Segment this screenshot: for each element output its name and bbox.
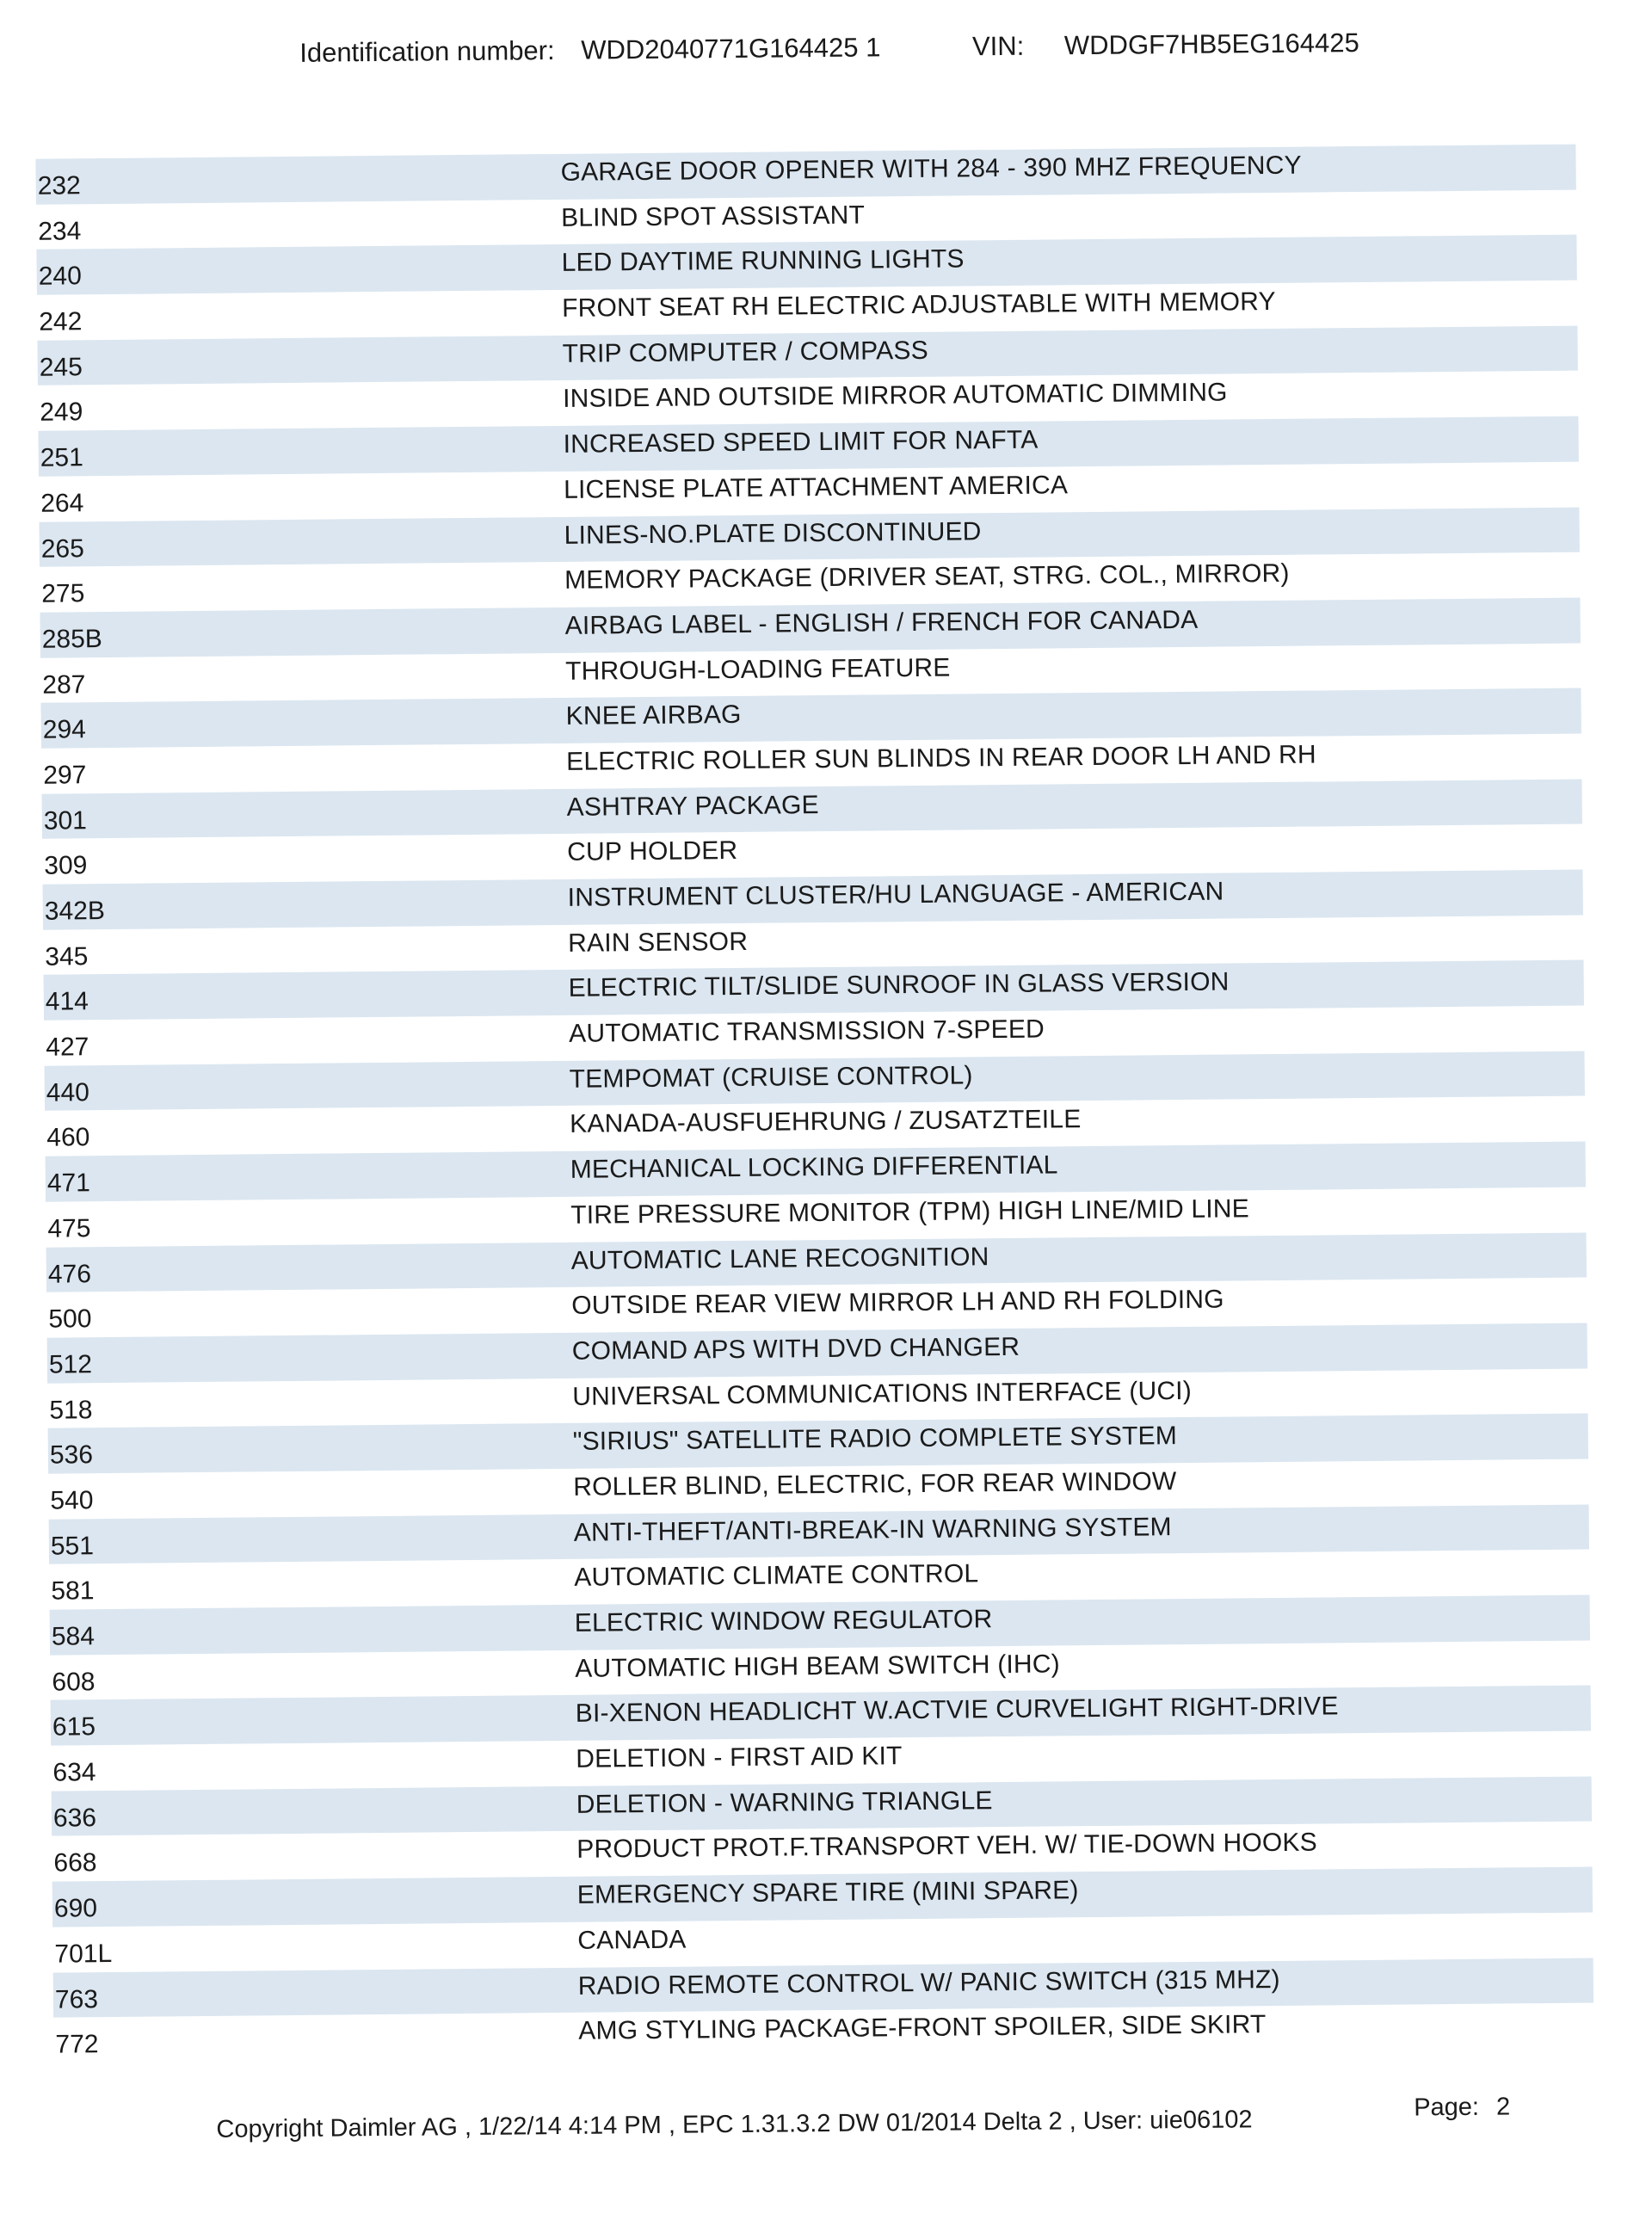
option-description: TIRE PRESSURE MONITOR (TPM) HIGH LINE/MID LINE [570,1194,1250,1230]
option-description: INSTRUMENT CLUSTER/HU LANGUAGE - AMERICAN [567,877,1224,912]
option-description: MECHANICAL LOCKING DIFFERENTIAL [570,1150,1058,1184]
option-description: TRIP COMPUTER / COMPASS [562,336,928,368]
option-description: THROUGH-LOADING FEATURE [565,653,951,686]
page-number: 2 [1495,2093,1511,2121]
option-description: EMERGENCY SPARE TIRE (MINI SPARE) [576,1876,1079,1909]
option-code: 342B [44,897,106,926]
option-description: ASHTRAY PACKAGE [566,790,819,822]
identification-number-value: WDD2040771G164425 1 [581,32,881,65]
vin-value: WDDGF7HB5EG164425 [1063,27,1359,61]
option-code: 551 [50,1531,95,1561]
option-code: 471 [46,1169,91,1198]
option-code: 285B [41,624,103,654]
option-code: 440 [46,1077,90,1107]
option-code: 475 [47,1214,91,1243]
option-description: CANADA [577,1925,687,1955]
option-code: 668 [53,1848,97,1878]
option-code: 275 [41,579,85,608]
option-code: 690 [53,1894,98,1923]
option-description: GARAGE DOOR OPENER WITH 284 - 390 MHZ FREQUENCY [560,151,1302,187]
page-label: Page: [1414,2093,1480,2122]
identification-number-label: Identification number: [299,34,555,68]
option-code: 297 [43,761,87,790]
option-description: DELETION - FIRST AID KIT [576,1742,903,1773]
option-description: INSIDE AND OUTSIDE MIRROR AUTOMATIC DIMMING [562,378,1228,414]
option-code: 232 [37,171,81,200]
option-description: ELECTRIC WINDOW REGULATOR [574,1605,993,1637]
option-description: KANADA-AUSFUEHRUNG / ZUSATZTEILE [570,1105,1082,1139]
option-code: 309 [44,851,88,881]
option-description: DELETION - WARNING TRIANGLE [576,1785,993,1819]
option-description: AIRBAG LABEL - ENGLISH / FRENCH FOR CANADA [564,605,1199,640]
page-indicator [1414,2093,1510,2122]
option-description: RADIO REMOTE CONTROL W/ PANIC SWITCH (315 MHZ) [577,1964,1280,2001]
option-description: LINES-NO.PLATE DISCONTINUED [564,516,982,550]
option-description: AUTOMATIC LANE RECOGNITION [570,1242,989,1275]
option-code: 512 [48,1350,93,1379]
footer-copyright: Copyright Daimler AG , 1/22/14 4:14 PM , EPC 1.31.3.2 DW 01/2014 Delta 2 , User: uie06102 [216,2106,1253,2143]
option-description: AMG STYLING PACKAGE-FRONT SPOILER, SIDE SKIRT [578,2010,1267,2045]
option-description: BI-XENON HEADLICHT W.ACTVIE CURVELIGHT RIGHT-DRIVE [575,1692,1339,1729]
option-code: 536 [49,1440,94,1470]
option-code: 249 [40,398,83,428]
option-code: 500 [48,1304,92,1334]
option-description: LED DAYTIME RUNNING LIGHTS [561,244,965,278]
option-description: MEMORY PACKAGE (DRIVER SEAT, STRG. COL., MIRROR) [564,558,1290,595]
option-code: 518 [49,1395,93,1425]
option-description: AUTOMATIC HIGH BEAM SWITCH (IHC) [575,1650,1061,1683]
option-code: 581 [51,1576,95,1606]
option-code: 584 [51,1622,96,1651]
option-description: KNEE AIRBAG [565,700,742,731]
option-description: COMAND APS WITH DVD CHANGER [571,1332,1020,1366]
option-code: 264 [40,489,84,518]
option-code: 634 [52,1758,96,1787]
option-code: 265 [40,533,84,564]
option-description: AUTOMATIC CLIMATE CONTROL [574,1559,979,1593]
option-description: ELECTRIC TILT/SLIDE SUNROOF IN GLASS VERSION [568,967,1230,1003]
option-code: 608 [52,1667,96,1697]
option-code: 476 [47,1259,92,1289]
option-description: LICENSE PLATE ATTACHMENT AMERICA [563,471,1069,504]
option-code: 242 [39,307,83,336]
option-code: 245 [39,353,83,382]
option-code-list [35,145,1593,2063]
option-description: "SIRIUS" SATELLITE RADIO COMPLETE SYSTEM [572,1422,1178,1457]
option-code: 287 [42,669,86,700]
option-description: RAIN SENSOR [568,927,749,958]
option-code: 460 [46,1123,90,1153]
option-description: INCREASED SPEED LIMIT FOR NAFTA [563,425,1039,459]
option-code: 251 [40,443,83,472]
vin-label: VIN: [971,30,1025,62]
option-description: UNIVERSAL COMMUNICATIONS INTERFACE (UCI) [572,1376,1193,1411]
option-code: 234 [38,216,82,246]
option-code: 540 [50,1486,94,1515]
option-code: 615 [52,1712,96,1742]
option-description: FRONT SEAT RH ELECTRIC ADJUSTABLE WITH MEMORY [561,287,1276,323]
option-description: ROLLER BLIND, ELECTRIC, FOR REAR WINDOW [573,1467,1177,1502]
option-code: 301 [43,805,88,836]
option-code: 345 [45,941,89,971]
option-code: 240 [38,262,82,292]
option-description: CUP HOLDER [567,836,738,867]
option-description: OUTSIDE REAR VIEW MIRROR LH AND RH FOLDING [571,1285,1224,1321]
option-code: 772 [55,2030,99,2059]
option-description: AUTOMATIC TRANSMISSION 7-SPEED [569,1014,1045,1048]
option-code: 636 [52,1803,97,1833]
option-description: BLIND SPOT ASSISTANT [560,200,866,232]
option-code: 427 [46,1033,89,1062]
header [299,28,1359,69]
option-code: 414 [45,987,89,1017]
option-code: 763 [54,1984,99,2014]
option-description: TEMPOMAT (CRUISE CONTROL) [569,1061,973,1094]
option-description: ELECTRIC ROLLER SUN BLINDS IN REAR DOOR LH AND RH [566,740,1316,776]
option-code: 701L [54,1939,113,1969]
option-description: PRODUCT PROT.F.TRANSPORT VEH. W/ TIE-DOWN HOOKS [576,1828,1318,1865]
option-code: 294 [42,715,87,744]
option-description: ANTI-THEFT/ANTI-BREAK-IN WARNING SYSTEM [573,1512,1172,1547]
